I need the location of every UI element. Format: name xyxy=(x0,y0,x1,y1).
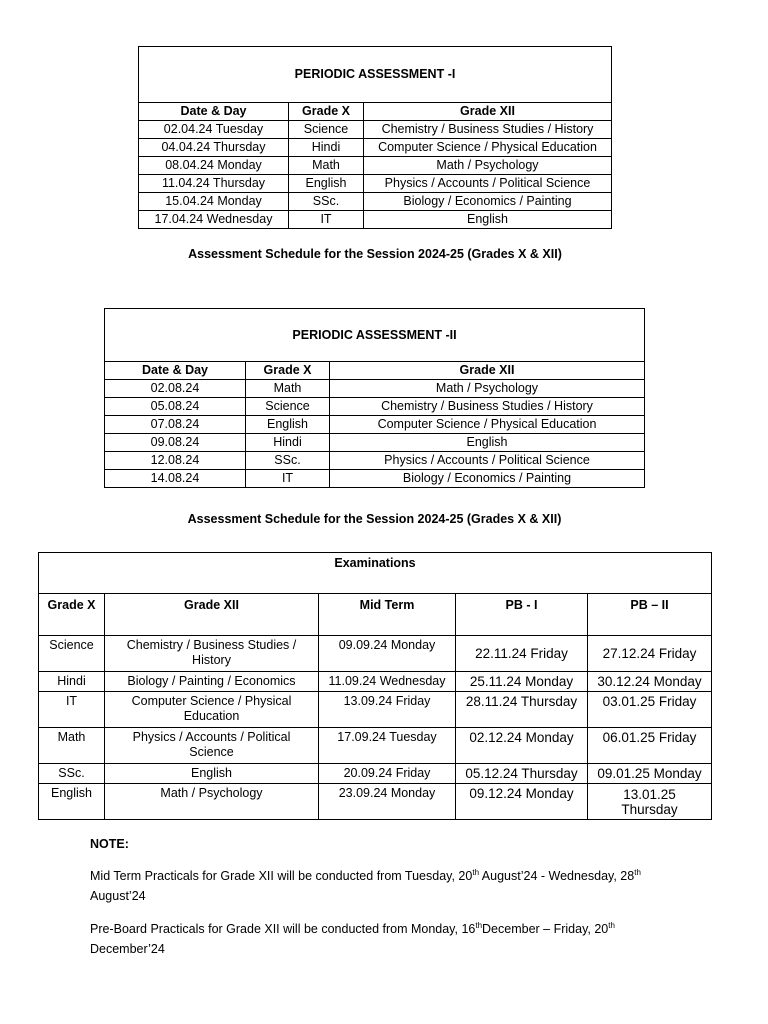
note-heading-text: NOTE: xyxy=(90,837,129,851)
pa2-caption: Assessment Schedule for the Session 2024-25 (Grades X & XII) xyxy=(187,512,562,526)
table-row xyxy=(39,764,712,784)
table-row xyxy=(105,380,645,398)
pa1-header-date: Date & Day xyxy=(139,103,289,121)
pa2-cell-grade-xii: Math / Psychology xyxy=(330,380,645,398)
exam-title: Examinations xyxy=(39,553,712,594)
note-mid-sup-2: th xyxy=(634,867,641,877)
exam-cell-grade-x: Hindi xyxy=(39,672,105,692)
pa2-cell-grade-xii: Chemistry / Business Studies / History xyxy=(330,398,645,416)
pa1-cell-date: 17.04.24 Wednesday xyxy=(139,211,289,229)
table-row xyxy=(139,157,612,175)
pa1-cell-grade-x: English xyxy=(289,175,364,193)
table-row xyxy=(139,211,612,229)
note-pre-sup-1: th xyxy=(475,920,483,930)
note-heading xyxy=(90,834,650,854)
pa1-cell-grade-x: IT xyxy=(289,211,364,229)
pa2-header-date: Date & Day xyxy=(105,362,246,380)
pa1-cell-date: 04.04.24 Thursday xyxy=(139,139,289,157)
exam-cell-pb2: 03.01.25 Friday xyxy=(588,692,712,728)
pa1-cell-grade-x: Math xyxy=(289,157,364,175)
pa2-cell-grade-x: Science xyxy=(246,398,330,416)
exam-cell-pb1: 05.12.24 Thursday xyxy=(456,764,588,784)
exam-cell-pb2: 27.12.24 Friday xyxy=(588,636,712,672)
pa1-cell-grade-x: SSc. xyxy=(289,193,364,211)
note-pre-board xyxy=(90,919,650,959)
exam-cell-grade-x: Math xyxy=(39,728,105,764)
pa1-header-grade-x: Grade X xyxy=(289,103,364,121)
exam-cell-grade-x: English xyxy=(39,784,105,820)
pa1-cell-grade-xii: Chemistry / Business Studies / History xyxy=(364,121,612,139)
exam-header-grade-x: Grade X xyxy=(39,594,105,636)
table-row xyxy=(139,193,612,211)
pa1-cell-grade-xii: English xyxy=(364,211,612,229)
exam-cell-pb1: 09.12.24 Monday xyxy=(456,784,588,820)
pa2-cell-date: 07.08.24 xyxy=(105,416,246,434)
table-row xyxy=(105,416,645,434)
exam-header-pb2: PB – II xyxy=(588,594,712,636)
table-row xyxy=(105,398,645,416)
exam-cell-grade-x: SSc. xyxy=(39,764,105,784)
pa1-cell-grade-xii: Computer Science / Physical Education xyxy=(364,139,612,157)
exam-cell-grade-xii: English xyxy=(105,764,319,784)
pa1-cell-grade-xii: Biology / Economics / Painting xyxy=(364,193,612,211)
note-pre-sup-2: th xyxy=(608,920,615,930)
exam-header-pb1: PB - I xyxy=(456,594,588,636)
exam-cell-grade-x: IT xyxy=(39,692,105,728)
note-pre-text-a: Pre-Board Practicals for Grade XII will be conducted from Monday, 16 xyxy=(90,922,476,936)
exam-cell-pb2: 09.01.25 Monday xyxy=(588,764,712,784)
exam-header-mid-term: Mid Term xyxy=(319,594,456,636)
pa2-table xyxy=(104,308,645,488)
exam-cell-pb2: 13.01.25 Thursday xyxy=(588,784,712,820)
table-row xyxy=(39,672,712,692)
exam-cell-pb1: 02.12.24 Monday xyxy=(456,728,588,764)
pa2-cell-grade-xii: English xyxy=(330,434,645,452)
pa1-cell-grade-xii: Physics / Accounts / Political Science xyxy=(364,175,612,193)
exam-cell-grade-xii: Chemistry / Business Studies / History xyxy=(105,636,319,672)
exam-cell-grade-x: Science xyxy=(39,636,105,672)
table-row xyxy=(139,175,612,193)
table-row xyxy=(139,121,612,139)
pa2-header-grade-x: Grade X xyxy=(246,362,330,380)
exam-cell-pb1: 28.11.24 Thursday xyxy=(456,692,588,728)
note-mid-text-b: August’24 - Wednesday, 28 xyxy=(479,869,635,883)
pa1-cell-grade-x: Science xyxy=(289,121,364,139)
pa1-table xyxy=(138,46,612,229)
pa1-cell-date: 08.04.24 Monday xyxy=(139,157,289,175)
pa2-cell-grade-x: Math xyxy=(246,380,330,398)
exam-cell-mid-term: 13.09.24 Friday xyxy=(319,692,456,728)
table-row xyxy=(139,139,612,157)
exam-cell-grade-xii: Biology / Painting / Economics xyxy=(105,672,319,692)
table-row xyxy=(39,692,712,728)
exam-cell-mid-term: 23.09.24 Monday xyxy=(319,784,456,820)
exam-cell-pb1: 22.11.24 Friday xyxy=(456,636,588,672)
pa2-title: PERIODIC ASSESSMENT -II xyxy=(105,309,645,362)
note-mid-sup-1: th xyxy=(472,867,480,877)
note-pre-text-b: December – Friday, 20 xyxy=(482,922,609,936)
table-row xyxy=(105,452,645,470)
exam-cell-pb1: 25.11.24 Monday xyxy=(456,672,588,692)
pa2-header-grade-xii: Grade XII xyxy=(330,362,645,380)
pa1-cell-grade-xii: Math / Psychology xyxy=(364,157,612,175)
exam-cell-pb2: 06.01.25 Friday xyxy=(588,728,712,764)
note-mid-text-c: August’24 xyxy=(90,889,146,903)
pa2-cell-date: 02.08.24 xyxy=(105,380,246,398)
exam-header-grade-xii: Grade XII xyxy=(105,594,319,636)
pa1-cell-grade-x: Hindi xyxy=(289,139,364,157)
pa2-cell-date: 14.08.24 xyxy=(105,470,246,488)
pa2-cell-grade-xii: Physics / Accounts / Political Science xyxy=(330,452,645,470)
pa2-cell-date: 12.08.24 xyxy=(105,452,246,470)
pa2-cell-grade-x: IT xyxy=(246,470,330,488)
pa1-cell-date: 15.04.24 Monday xyxy=(139,193,289,211)
exam-cell-pb2: 30.12.24 Monday xyxy=(588,672,712,692)
pa2-cell-grade-xii: Computer Science / Physical Education xyxy=(330,416,645,434)
pa2-cell-grade-x: English xyxy=(246,416,330,434)
exam-cell-grade-xii: Math / Psychology xyxy=(105,784,319,820)
exam-cell-mid-term: 11.09.24 Wednesday xyxy=(319,672,456,692)
pa1-title: PERIODIC ASSESSMENT -I xyxy=(139,47,612,103)
note-mid-text-a: Mid Term Practicals for Grade XII will be conducted from Tuesday, 20 xyxy=(90,869,473,883)
note-mid-term xyxy=(90,866,650,906)
exam-cell-mid-term: 09.09.24 Monday xyxy=(319,636,456,672)
pa1-cell-date: 11.04.24 Thursday xyxy=(139,175,289,193)
pa1-caption: Assessment Schedule for the Session 2024-25 (Grades X & XII) xyxy=(188,247,562,261)
pa2-cell-date: 09.08.24 xyxy=(105,434,246,452)
pa2-cell-grade-x: Hindi xyxy=(246,434,330,452)
exam-cell-grade-xii: Physics / Accounts / Political Science xyxy=(105,728,319,764)
exam-cell-mid-term: 17.09.24 Tuesday xyxy=(319,728,456,764)
exam-cell-grade-xii: Computer Science / Physical Education xyxy=(105,692,319,728)
pa1-cell-date: 02.04.24 Tuesday xyxy=(139,121,289,139)
table-row xyxy=(105,434,645,452)
note-pre-text-c: December’24 xyxy=(90,942,165,956)
pa2-cell-grade-x: SSc. xyxy=(246,452,330,470)
exam-table xyxy=(38,552,712,820)
exam-cell-mid-term: 20.09.24 Friday xyxy=(319,764,456,784)
pa2-cell-date: 05.08.24 xyxy=(105,398,246,416)
table-row xyxy=(39,636,712,672)
table-row xyxy=(105,470,645,488)
pa1-header-grade-xii: Grade XII xyxy=(364,103,612,121)
pa2-cell-grade-xii: Biology / Economics / Painting xyxy=(330,470,645,488)
table-row xyxy=(39,784,712,820)
table-row xyxy=(39,728,712,764)
